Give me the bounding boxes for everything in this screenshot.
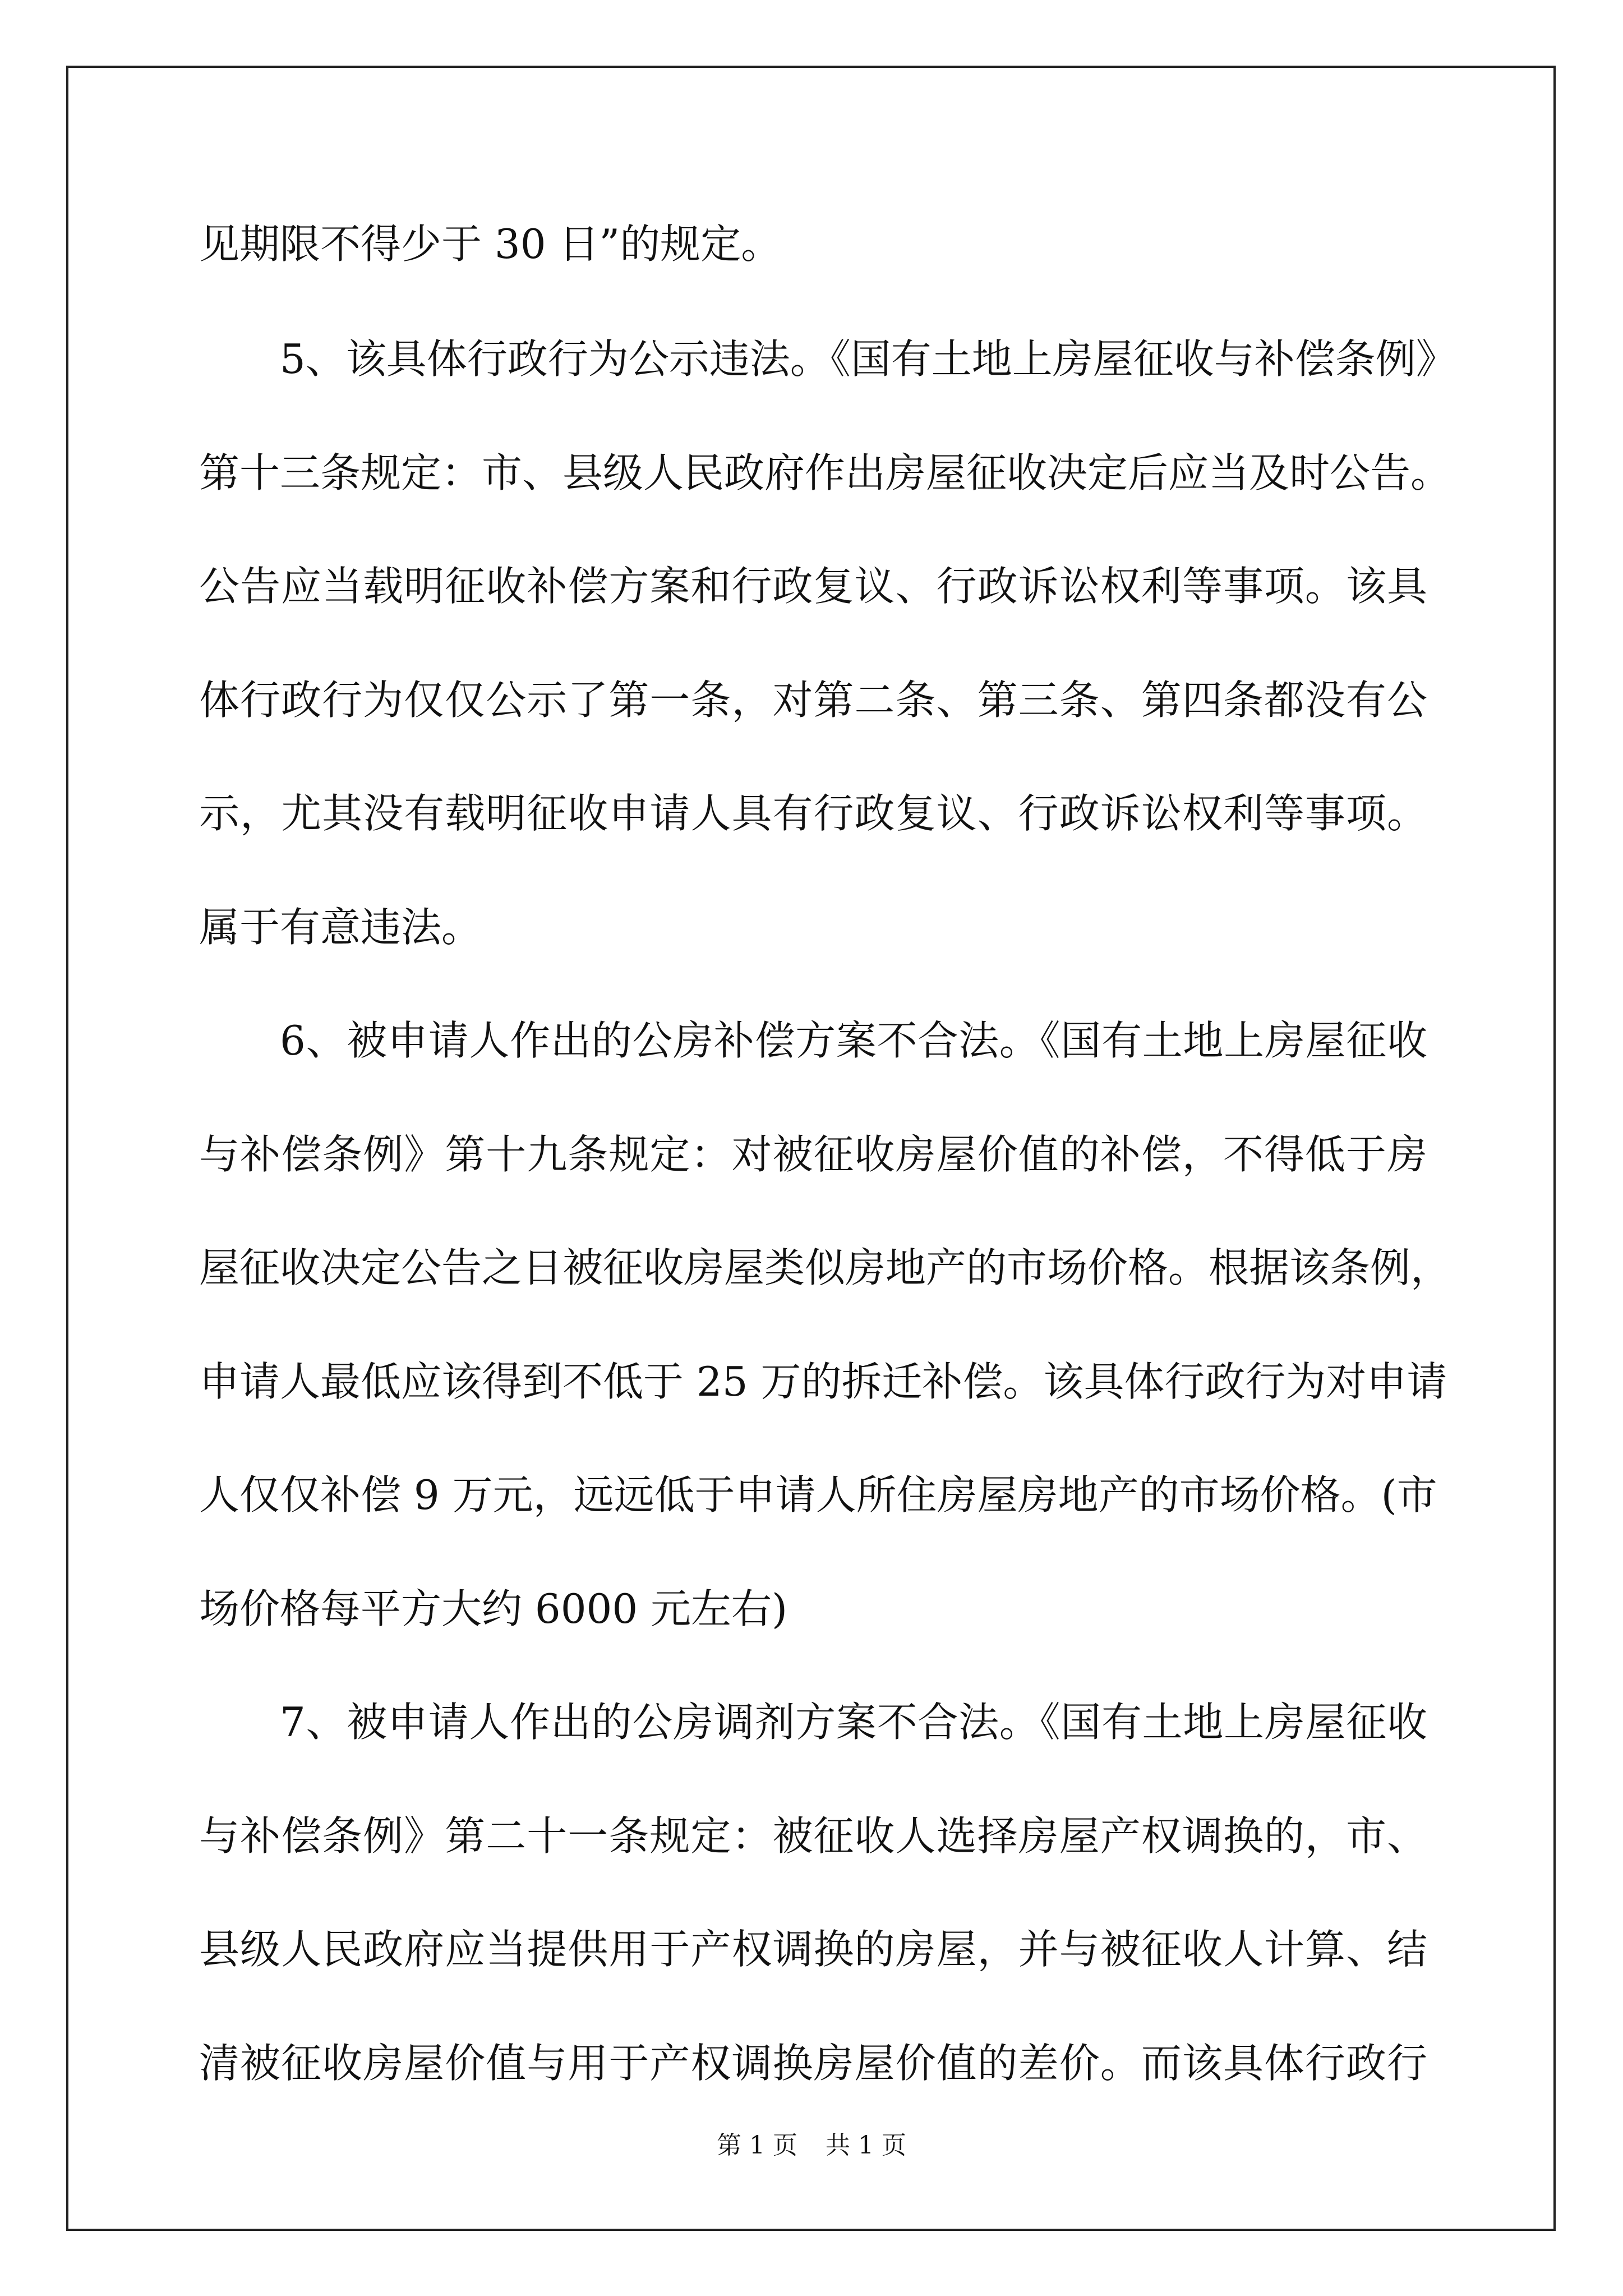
paragraph-6-line: 6、被申请人作出的公房补偿方案不合法。《国有土地上房屋征收 [280, 1017, 1427, 1064]
text-line: 场价格每平方大约 6000 元左右) [199, 1585, 788, 1632]
text-line: 人仅仅补偿 9 万元，远远低于申请人所住房屋房地产的市场价格。(市 [199, 1471, 1437, 1519]
page-number: 第 1 页 [717, 2131, 797, 2160]
text-line: 属于有意违法。 [199, 904, 482, 951]
text-line: 示，尤其没有载明征收申请人具有行政复议、行政诉讼权利等事项。 [199, 790, 1427, 837]
text-line: 与补偿条例》第二十一条规定：被征收人选择房屋产权调换的，市、 [199, 1812, 1427, 1860]
text-line: 公告应当载明征收补偿方案和行政复议、行政诉讼权利等事项。该具 [199, 563, 1427, 610]
text-line: 第十三条规定：市、县级人民政府作出房屋征收决定后应当及时公告。 [199, 449, 1451, 496]
text-line: 县级人民政府应当提供用于产权调换的房屋，并与被征收人计算、结 [199, 1926, 1427, 1973]
text-line: 清被征收房屋价值与用于产权调换房屋价值的差价。而该具体行政行 [199, 2040, 1427, 2087]
text-line: 与补偿条例》第十九条规定：对被征收房屋价值的补偿，不得低于房 [199, 1131, 1427, 1178]
text-line: 屋征收决定公告之日被征收房屋类似房地产的市场价格。根据该条例， [199, 1244, 1451, 1291]
page-footer [0, 2129, 1623, 2162]
text-line: 体行政行为仅仅公示了第一条，对第二条、第三条、第四条都没有公 [199, 677, 1427, 724]
paragraph-7-line: 7、被申请人作出的公房调剂方案不合法。《国有土地上房屋征收 [280, 1699, 1427, 1746]
page-total: 共 1 页 [826, 2131, 906, 2160]
text-line: 见期限不得少于 30 日”的规定。 [199, 220, 782, 268]
text-line: 申请人最低应该得到不低于 25 万的拆迁补偿。该具体行政行为对申请 [199, 1358, 1447, 1405]
paragraph-5-line: 5、该具体行政行为公示违法。《国有土地上房屋征收与补偿条例》 [280, 335, 1456, 383]
